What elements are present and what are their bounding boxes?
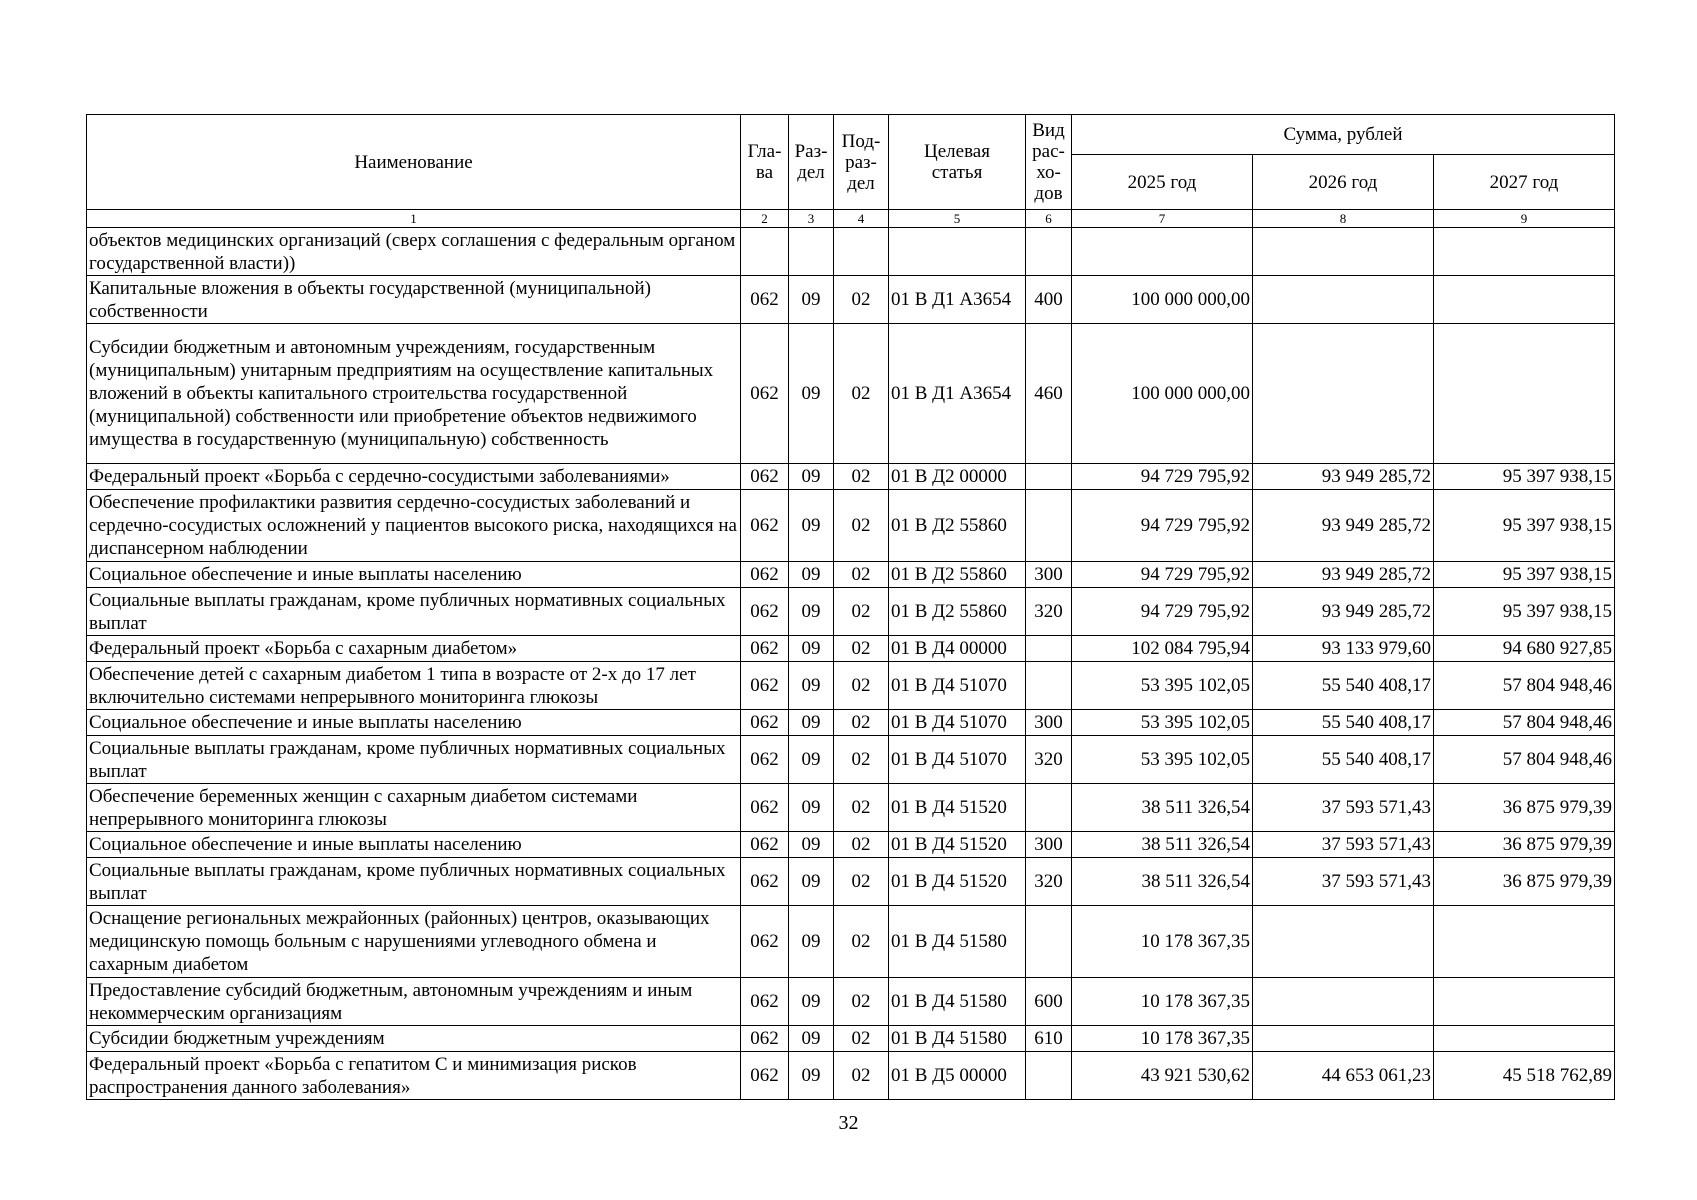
row-sum-2026: 37 593 571,43 [1253, 784, 1434, 832]
column-number: 2 [741, 210, 789, 228]
row-section: 09 [789, 662, 834, 710]
row-subsection: 02 [834, 710, 889, 736]
header-expense-type: Вид рас- хо- дов [1026, 115, 1072, 210]
row-expense-type: 320 [1026, 736, 1072, 784]
column-number: 7 [1072, 210, 1253, 228]
row-sum-2027 [1434, 978, 1615, 1026]
row-sum-2027 [1434, 228, 1615, 276]
row-target-article: 01 В Д4 51070 [889, 662, 1026, 710]
row-name: Социальные выплаты гражданам, кроме публичных нормативных социальных выплат [87, 588, 741, 636]
column-number: 5 [889, 210, 1026, 228]
row-chapter: 062 [741, 276, 789, 324]
column-number: 3 [789, 210, 834, 228]
table-row [87, 464, 1615, 490]
row-sum-2026 [1253, 1026, 1434, 1052]
row-sum-2026: 44 653 061,23 [1253, 1052, 1434, 1100]
column-number: 4 [834, 210, 889, 228]
table-row [87, 228, 1615, 276]
row-sum-2026: 55 540 408,17 [1253, 736, 1434, 784]
row-name: Социальное обеспечение и иные выплаты населению [87, 832, 741, 858]
row-sum-2027 [1434, 324, 1615, 464]
row-sum-2025: 94 729 795,92 [1072, 464, 1253, 490]
table-row [87, 784, 1615, 832]
row-section: 09 [789, 978, 834, 1026]
row-sum-2027: 36 875 979,39 [1434, 784, 1615, 832]
row-sum-2025: 43 921 530,62 [1072, 1052, 1253, 1100]
row-expense-type [1026, 228, 1072, 276]
row-name: Обеспечение детей с сахарным диабетом 1 типа в возрасте от 2-х до 17 лет включительно системами непрерывного мониторинга глюкозы [87, 662, 741, 710]
header-chapter: Гла- ва [741, 115, 789, 210]
row-subsection: 02 [834, 588, 889, 636]
row-subsection: 02 [834, 1052, 889, 1100]
row-sum-2025: 102 084 795,94 [1072, 636, 1253, 662]
row-subsection [834, 228, 889, 276]
row-target-article: 01 В Д4 51580 [889, 1026, 1026, 1052]
column-number: 8 [1253, 210, 1434, 228]
row-subsection: 02 [834, 832, 889, 858]
row-chapter [741, 228, 789, 276]
row-sum-2027: 36 875 979,39 [1434, 832, 1615, 858]
row-name: Оснащение региональных межрайонных (районных) центров, оказывающих медицинскую помощь больным с нарушениями углеводного обмена и сахарным диабетом [87, 906, 741, 978]
table-row [87, 1052, 1615, 1100]
row-chapter: 062 [741, 490, 789, 562]
row-sum-2026 [1253, 978, 1434, 1026]
row-sum-2026: 93 949 285,72 [1253, 490, 1434, 562]
row-subsection: 02 [834, 276, 889, 324]
row-sum-2026 [1253, 228, 1434, 276]
row-expense-type [1026, 464, 1072, 490]
row-subsection: 02 [834, 636, 889, 662]
row-sum-2026 [1253, 276, 1434, 324]
row-expense-type: 460 [1026, 324, 1072, 464]
row-chapter: 062 [741, 324, 789, 464]
row-section: 09 [789, 490, 834, 562]
row-chapter: 062 [741, 710, 789, 736]
row-expense-type [1026, 906, 1072, 978]
row-sum-2025 [1072, 228, 1253, 276]
row-sum-2026 [1253, 324, 1434, 464]
row-sum-2025: 38 511 326,54 [1072, 784, 1253, 832]
row-sum-2027: 95 397 938,15 [1434, 490, 1615, 562]
row-sum-2027: 95 397 938,15 [1434, 588, 1615, 636]
row-expense-type: 320 [1026, 858, 1072, 906]
row-sum-2025: 94 729 795,92 [1072, 490, 1253, 562]
row-target-article: 01 В Д4 00000 [889, 636, 1026, 662]
row-name: Социальное обеспечение и иные выплаты населению [87, 562, 741, 588]
column-number: 6 [1026, 210, 1072, 228]
row-name: объектов медицинских организаций (сверх соглашения с федеральным органом государственной власти)) [87, 228, 741, 276]
row-subsection: 02 [834, 324, 889, 464]
row-chapter: 062 [741, 1026, 789, 1052]
header-year-2027: 2027 год [1434, 155, 1615, 210]
table-row [87, 978, 1615, 1026]
row-section: 09 [789, 906, 834, 978]
table-row [87, 636, 1615, 662]
table-row [87, 710, 1615, 736]
row-target-article: 01 В Д1 А3654 [889, 324, 1026, 464]
row-target-article: 01 В Д2 55860 [889, 490, 1026, 562]
row-sum-2027: 95 397 938,15 [1434, 562, 1615, 588]
row-subsection: 02 [834, 662, 889, 710]
row-subsection: 02 [834, 906, 889, 978]
row-subsection: 02 [834, 858, 889, 906]
row-name: Федеральный проект «Борьба с сердечно-сосудистыми заболеваниями» [87, 464, 741, 490]
row-target-article: 01 В Д4 51580 [889, 906, 1026, 978]
row-sum-2027 [1434, 1026, 1615, 1052]
row-sum-2026: 37 593 571,43 [1253, 832, 1434, 858]
row-chapter: 062 [741, 464, 789, 490]
row-section: 09 [789, 276, 834, 324]
row-name: Федеральный проект «Борьба с гепатитом С и минимизация рисков распространения данного заболевания» [87, 1052, 741, 1100]
table-row [87, 1026, 1615, 1052]
row-sum-2026: 55 540 408,17 [1253, 662, 1434, 710]
row-name: Обеспечение профилактики развития сердечно-сосудистых заболеваний и сердечно-сосудистых осложнений у пациентов высокого риска, находящихся на диспансерном наблюдении [87, 490, 741, 562]
row-expense-type: 400 [1026, 276, 1072, 324]
row-target-article: 01 В Д4 51070 [889, 736, 1026, 784]
row-target-article: 01 В Д1 А3654 [889, 276, 1026, 324]
row-sum-2025: 53 395 102,05 [1072, 662, 1253, 710]
row-chapter: 062 [741, 636, 789, 662]
row-name: Социальные выплаты гражданам, кроме публичных нормативных социальных выплат [87, 736, 741, 784]
row-sum-2025: 53 395 102,05 [1072, 736, 1253, 784]
column-number: 9 [1434, 210, 1615, 228]
row-sum-2025: 100 000 000,00 [1072, 324, 1253, 464]
row-subsection: 02 [834, 784, 889, 832]
header-sum: Сумма, рублей [1072, 115, 1615, 155]
row-sum-2027: 94 680 927,85 [1434, 636, 1615, 662]
table-row [87, 858, 1615, 906]
row-section: 09 [789, 1026, 834, 1052]
row-target-article: 01 В Д4 51520 [889, 858, 1026, 906]
row-expense-type: 600 [1026, 978, 1072, 1026]
row-sum-2027 [1434, 276, 1615, 324]
row-target-article: 01 В Д4 51070 [889, 710, 1026, 736]
row-section: 09 [789, 464, 834, 490]
row-expense-type [1026, 1052, 1072, 1100]
row-sum-2027: 36 875 979,39 [1434, 858, 1615, 906]
row-target-article: 01 В Д2 55860 [889, 588, 1026, 636]
row-expense-type: 610 [1026, 1026, 1072, 1052]
row-section: 09 [789, 832, 834, 858]
row-subsection: 02 [834, 490, 889, 562]
header-name: Наименование [87, 115, 741, 210]
row-sum-2027: 57 804 948,46 [1434, 662, 1615, 710]
row-sum-2026: 93 949 285,72 [1253, 562, 1434, 588]
header-target-article: Целевая статья [889, 115, 1026, 210]
row-sum-2026: 93 133 979,60 [1253, 636, 1434, 662]
row-sum-2025: 53 395 102,05 [1072, 710, 1253, 736]
row-subsection: 02 [834, 464, 889, 490]
row-chapter: 062 [741, 978, 789, 1026]
table-row [87, 324, 1615, 464]
column-number-row [87, 210, 1615, 228]
row-target-article: 01 В Д2 00000 [889, 464, 1026, 490]
table-row [87, 562, 1615, 588]
row-section: 09 [789, 636, 834, 662]
row-chapter: 062 [741, 736, 789, 784]
row-subsection: 02 [834, 978, 889, 1026]
row-sum-2026: 37 593 571,43 [1253, 858, 1434, 906]
table-row [87, 906, 1615, 978]
row-chapter: 062 [741, 858, 789, 906]
row-expense-type: 300 [1026, 562, 1072, 588]
row-sum-2027: 57 804 948,46 [1434, 736, 1615, 784]
row-section: 09 [789, 710, 834, 736]
table-row [87, 276, 1615, 324]
row-name: Субсидии бюджетным учреждениям [87, 1026, 741, 1052]
row-chapter: 062 [741, 562, 789, 588]
row-section [789, 228, 834, 276]
row-sum-2025: 10 178 367,35 [1072, 978, 1253, 1026]
row-sum-2027 [1434, 906, 1615, 978]
row-sum-2025: 100 000 000,00 [1072, 276, 1253, 324]
row-subsection: 02 [834, 736, 889, 784]
row-section: 09 [789, 1052, 834, 1100]
row-sum-2025: 94 729 795,92 [1072, 562, 1253, 588]
row-chapter: 062 [741, 588, 789, 636]
row-sum-2025: 10 178 367,35 [1072, 906, 1253, 978]
row-target-article: 01 В Д4 51520 [889, 832, 1026, 858]
row-sum-2027: 57 804 948,46 [1434, 710, 1615, 736]
row-section: 09 [789, 562, 834, 588]
header-year-2025: 2025 год [1072, 155, 1253, 210]
row-expense-type: 300 [1026, 710, 1072, 736]
row-target-article [889, 228, 1026, 276]
row-section: 09 [789, 736, 834, 784]
row-expense-type [1026, 636, 1072, 662]
column-number: 1 [87, 210, 741, 228]
budget-table-sheet [86, 114, 1614, 1100]
row-section: 09 [789, 324, 834, 464]
row-section: 09 [789, 588, 834, 636]
row-name: Федеральный проект «Борьба с сахарным диабетом» [87, 636, 741, 662]
header-year-2026: 2026 год [1253, 155, 1434, 210]
row-name: Предоставление субсидий бюджетным, автономным учреждениям и иным некоммерческим организациям [87, 978, 741, 1026]
row-chapter: 062 [741, 662, 789, 710]
table-row [87, 588, 1615, 636]
row-target-article: 01 В Д2 55860 [889, 562, 1026, 588]
row-sum-2025: 38 511 326,54 [1072, 832, 1253, 858]
table-row [87, 736, 1615, 784]
row-sum-2026: 93 949 285,72 [1253, 588, 1434, 636]
budget-table [86, 114, 1615, 1100]
row-section: 09 [789, 784, 834, 832]
row-sum-2027: 95 397 938,15 [1434, 464, 1615, 490]
row-sum-2026 [1253, 906, 1434, 978]
row-name: Обеспечение беременных женщин с сахарным диабетом системами непрерывного мониторинга глюкозы [87, 784, 741, 832]
table-row [87, 490, 1615, 562]
row-expense-type: 320 [1026, 588, 1072, 636]
row-name: Субсидии бюджетным и автономным учреждениям, государственным (муниципальным) унитарным предприятиям на осуществление капитальных вложений в объекты капитального строительства государственной (муниципальной) собственности или приобретение объектов недвижимого имущества в государственную (муниципальную) собственность [87, 324, 741, 464]
row-chapter: 062 [741, 1052, 789, 1100]
row-chapter: 062 [741, 906, 789, 978]
row-sum-2026: 93 949 285,72 [1253, 464, 1434, 490]
table-row [87, 662, 1615, 710]
row-chapter: 062 [741, 832, 789, 858]
row-name: Капитальные вложения в объекты государственной (муниципальной) собственности [87, 276, 741, 324]
row-name: Социальные выплаты гражданам, кроме публичных нормативных социальных выплат [87, 858, 741, 906]
header-section: Раз- дел [789, 115, 834, 210]
row-expense-type: 300 [1026, 832, 1072, 858]
row-sum-2025: 38 511 326,54 [1072, 858, 1253, 906]
row-expense-type [1026, 784, 1072, 832]
row-expense-type [1026, 662, 1072, 710]
row-sum-2027: 45 518 762,89 [1434, 1052, 1615, 1100]
table-row [87, 832, 1615, 858]
row-sum-2025: 10 178 367,35 [1072, 1026, 1253, 1052]
header-subsection: Под- раз- дел [834, 115, 889, 210]
row-sum-2025: 94 729 795,92 [1072, 588, 1253, 636]
row-target-article: 01 В Д4 51580 [889, 978, 1026, 1026]
row-chapter: 062 [741, 784, 789, 832]
row-subsection: 02 [834, 1026, 889, 1052]
row-sum-2026: 55 540 408,17 [1253, 710, 1434, 736]
row-target-article: 01 В Д5 00000 [889, 1052, 1026, 1100]
row-subsection: 02 [834, 562, 889, 588]
row-section: 09 [789, 858, 834, 906]
row-expense-type [1026, 490, 1072, 562]
row-name: Социальное обеспечение и иные выплаты населению [87, 710, 741, 736]
table-header [87, 115, 1615, 228]
row-target-article: 01 В Д4 51520 [889, 784, 1026, 832]
page-number: 32 [838, 1112, 859, 1134]
table-body [87, 228, 1615, 1100]
